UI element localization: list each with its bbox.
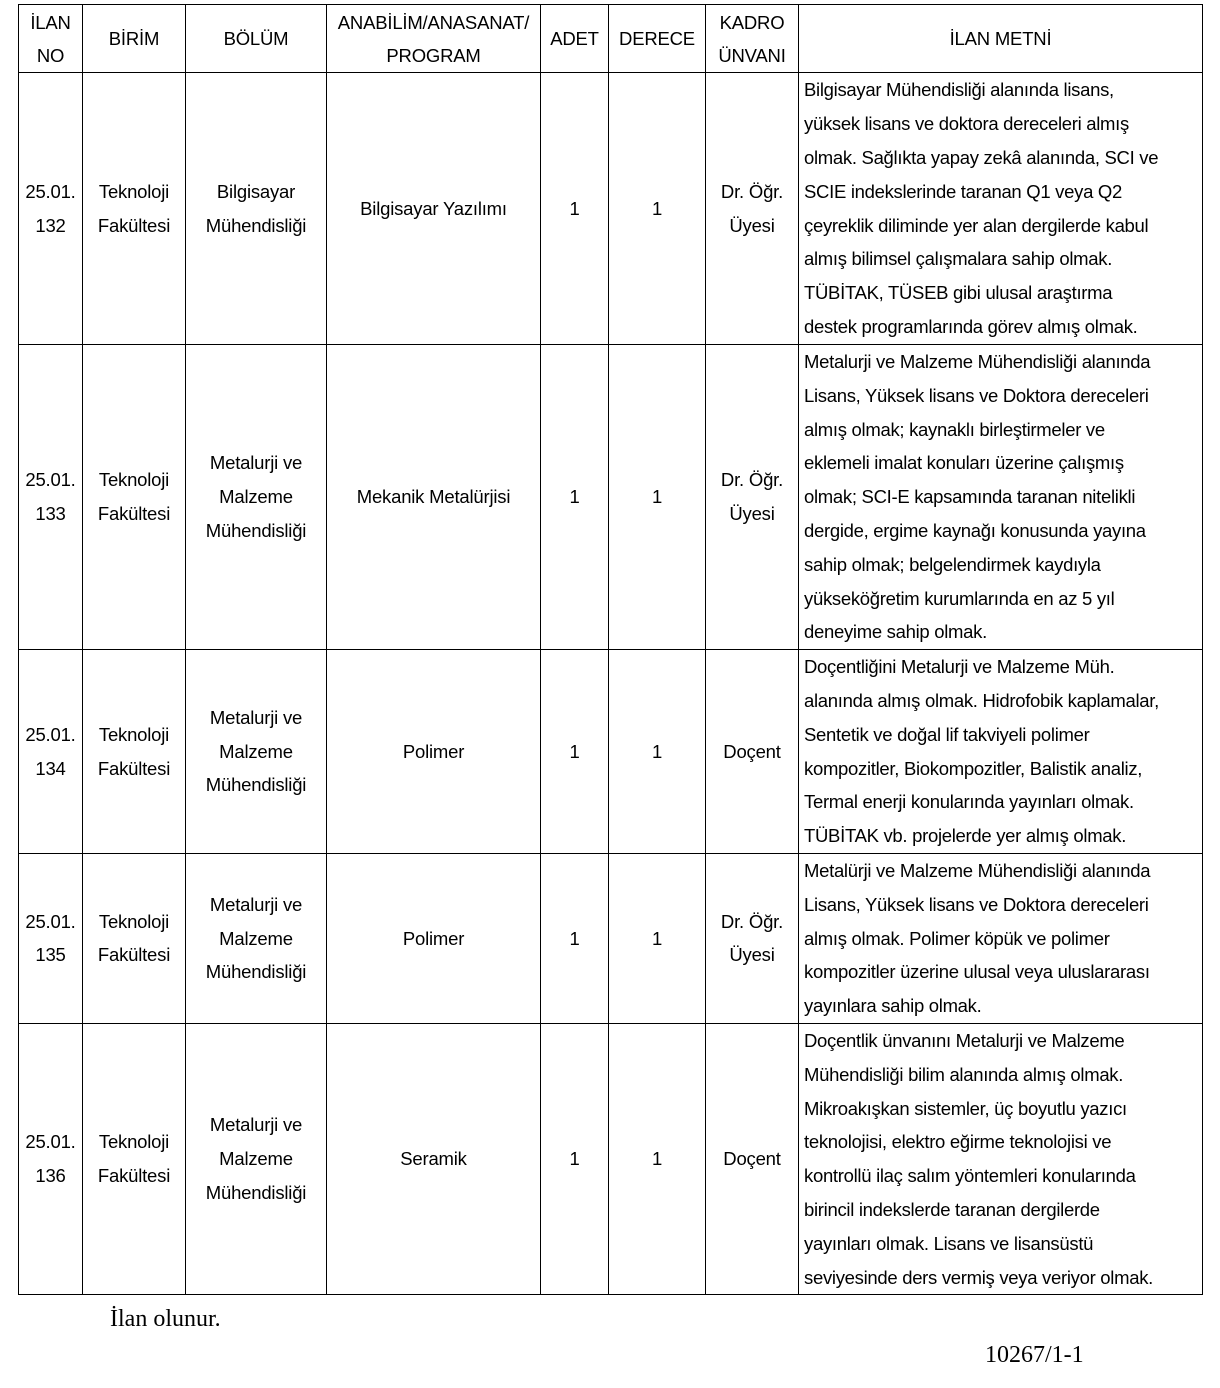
cell-ilan-no: 25.01. 136: [19, 1023, 83, 1294]
cell-birim: Teknoloji Fakültesi: [83, 345, 186, 650]
job-listing-table: [18, 4, 1203, 1295]
cell-ilan-metni: Bilgisayar Mühendisliği alanında lisans, yüksek lisans ve doktora dereceleri almış olmak. Sağlıkta yapay zekâ alanında, SCI ve SCIE indekslerinde taranan Q1 veya Q2 çeyreklik diliminde yer alan dergilerde kabul almış bilimsel çalışmalara sahip olmak. TÜBİTAK, TÜSEB gibi ulusal araştırma destek programlarında görev almış olmak.: [799, 73, 1203, 345]
cell-birim: Teknoloji Fakültesi: [83, 650, 186, 854]
cell-birim: Teknoloji Fakültesi: [83, 1023, 186, 1294]
cell-ilan-no: 25.01. 135: [19, 853, 83, 1023]
header-program: ANABİLİM/ANASANAT/ PROGRAM: [327, 5, 541, 73]
table-row: [19, 650, 1203, 854]
cell-adet: 1: [541, 650, 609, 854]
table-row: [19, 345, 1203, 650]
cell-derece: 1: [609, 73, 706, 345]
cell-bolum: Bilgisayar Mühendisliği: [186, 73, 327, 345]
cell-bolum: Metalurji ve Malzeme Mühendisliği: [186, 1023, 327, 1294]
cell-program: Mekanik Metalürjisi: [327, 345, 541, 650]
cell-birim: Teknoloji Fakültesi: [83, 73, 186, 345]
cell-kadro: Doçent: [706, 1023, 799, 1294]
cell-derece: 1: [609, 650, 706, 854]
header-row: [19, 5, 1203, 73]
cell-ilan-metni: Doçentlik ünvanını Metalurji ve Malzeme Mühendisliği bilim alanında almış olmak. Mikroakışkan sistemler, üç boyutlu yazıcı teknolojisi, elektro eğirme teknolojisi ve kontrollü ilaç salım yöntemleri konularında birincil indekslerde taranan dergilerde yayınları olmak. Lisans ve lisansüstü seviyesinde ders vermiş veya veriyor olmak.: [799, 1023, 1203, 1294]
header-ilan-no: İLAN NO: [19, 5, 83, 73]
cell-ilan-no: 25.01. 132: [19, 73, 83, 345]
header-adet: ADET: [541, 5, 609, 73]
cell-adet: 1: [541, 345, 609, 650]
header-kadro: KADRO ÜNVANI: [706, 5, 799, 73]
cell-kadro: Dr. Öğr. Üyesi: [706, 73, 799, 345]
cell-ilan-metni: Metalurji ve Malzeme Mühendisliği alanında Lisans, Yüksek lisans ve Doktora dereceleri almış olmak; kaynaklı birleştirmeler ve eklemeli imalat konuları üzerine çalışmış olmak; SCI-E kapsamında taranan nitelikli dergide, ergime kaynağı konusunda yayına sahip olmak; belgelendirmek kaydıyla yükseköğretim kurumlarında en az 5 yıl deneyime sahip olmak.: [799, 345, 1203, 650]
cell-birim: Teknoloji Fakültesi: [83, 853, 186, 1023]
closing-text: İlan olunur.: [110, 1306, 221, 1332]
cell-bolum: Metalurji ve Malzeme Mühendisliği: [186, 853, 327, 1023]
cell-kadro: Dr. Öğr. Üyesi: [706, 345, 799, 650]
table-row: [19, 1023, 1203, 1294]
cell-program: Polimer: [327, 853, 541, 1023]
cell-adet: 1: [541, 1023, 609, 1294]
cell-derece: 1: [609, 1023, 706, 1294]
cell-adet: 1: [541, 853, 609, 1023]
reference-number: 10267/1-1: [985, 1342, 1084, 1368]
cell-ilan-metni: Doçentliğini Metalurji ve Malzeme Müh. alanında almış olmak. Hidrofobik kaplamalar, Sentetik ve doğal lif takviyeli polimer kompozitler, Biokompozitler, Balistik analiz, Termal enerji konularında yayınları olmak. TÜBİTAK vb. projelerde yer almış olmak.: [799, 650, 1203, 854]
cell-kadro: Doçent: [706, 650, 799, 854]
cell-program: Bilgisayar Yazılımı: [327, 73, 541, 345]
cell-kadro: Dr. Öğr. Üyesi: [706, 853, 799, 1023]
cell-ilan-metni: Metalürji ve Malzeme Mühendisliği alanında Lisans, Yüksek lisans ve Doktora dereceleri almış olmak. Polimer köpük ve polimer kompozitler üzerine ulusal veya uluslararası yayınlara sahip olmak.: [799, 853, 1203, 1023]
header-derece: DERECE: [609, 5, 706, 73]
cell-adet: 1: [541, 73, 609, 345]
cell-bolum: Metalurji ve Malzeme Mühendisliği: [186, 345, 327, 650]
header-ilan-metni: İLAN METNİ: [799, 5, 1203, 73]
header-bolum: BÖLÜM: [186, 5, 327, 73]
cell-derece: 1: [609, 345, 706, 650]
cell-program: Polimer: [327, 650, 541, 854]
cell-ilan-no: 25.01. 133: [19, 345, 83, 650]
table-row: [19, 853, 1203, 1023]
cell-program: Seramik: [327, 1023, 541, 1294]
table-row: [19, 73, 1203, 345]
cell-derece: 1: [609, 853, 706, 1023]
cell-ilan-no: 25.01. 134: [19, 650, 83, 854]
cell-bolum: Metalurji ve Malzeme Mühendisliği: [186, 650, 327, 854]
header-birim: BİRİM: [83, 5, 186, 73]
